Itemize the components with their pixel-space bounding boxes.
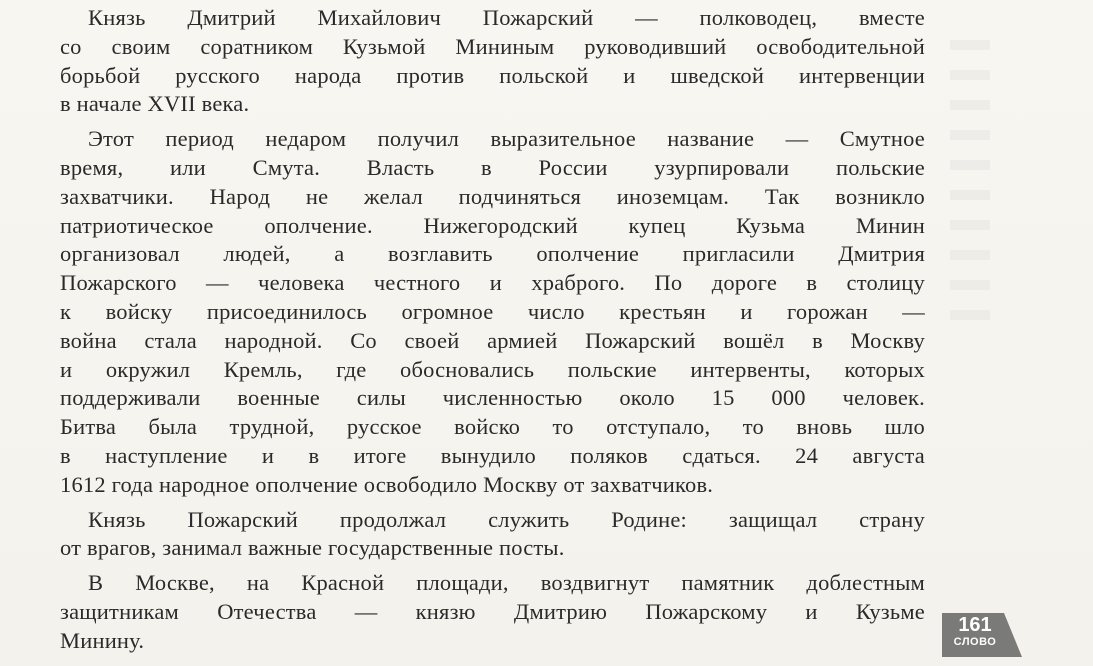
text-line: Князь Пожарский продолжал служить Родине: защищал страну bbox=[88, 506, 925, 532]
text-line: защитникам Отечества — князю Дмитрию Пожарскому и Кузьме bbox=[60, 598, 925, 624]
text-line: и окружил Кремль, где обосновались польские интервенты, которых bbox=[60, 356, 925, 382]
paragraph-2 bbox=[60, 125, 925, 499]
text-line: в наступление и в итоге вынудило поляков сдаться. 24 августа bbox=[60, 442, 925, 468]
text-line: Этот период недаром получил выразительное название — Смутное bbox=[88, 126, 925, 152]
text-line: поддерживали военные силы численностью около 15 000 человек. bbox=[60, 385, 925, 411]
text-line: Минину. bbox=[60, 627, 145, 653]
text-line: Князь Дмитрий Михайлович Пожарский — полководец, вместе bbox=[88, 5, 925, 30]
paragraph-4 bbox=[60, 569, 925, 655]
word-count-label: СЛОВО bbox=[953, 636, 997, 648]
text-line: Пожарского — человека честного и храброго. По дороге в столицу bbox=[60, 270, 925, 296]
text-line: от врагов, занимал важные государственные посты. bbox=[60, 535, 565, 561]
text-line: время, или Смута. Власть в России узурпировали польские bbox=[60, 154, 925, 180]
text-line: к войску присоединилось огромное число крестьян и горожан — bbox=[60, 298, 925, 324]
text-line: В Москве, на Красной площади, воздвигнут памятник доблестным bbox=[88, 570, 925, 596]
text-line: организовал людей, а возглавить ополчение пригласили Дмитрия bbox=[60, 241, 925, 267]
paragraph-1 bbox=[60, 4, 925, 119]
text-body bbox=[60, 4, 925, 656]
word-count-badge bbox=[942, 613, 1024, 657]
text-line: 1612 года народное ополчение освободило Москву от захватчиков. bbox=[60, 471, 714, 497]
text-line: захватчики. Народ не желал подчиняться иноземцам. Так возникло bbox=[60, 183, 925, 209]
text-line: война стала народной. Со своей армией Пожарский вошёл в Москву bbox=[60, 327, 925, 353]
text-line: патриотическое ополчение. Нижегородский купец Кузьма Минин bbox=[60, 212, 925, 238]
word-count-number: 161 bbox=[958, 614, 992, 636]
paragraph-3 bbox=[60, 506, 925, 564]
text-line: Битва была трудной, русское войско то отступало, то вновь шло bbox=[60, 414, 925, 440]
text-line: борьбой русского народа против польской и шведской интервенции bbox=[60, 62, 925, 88]
margin-bleed-through bbox=[950, 40, 990, 320]
text-line: в начале XVII века. bbox=[60, 91, 250, 117]
text-line: со своим соратником Кузьмой Мининым руководивший освободительной bbox=[60, 33, 925, 59]
